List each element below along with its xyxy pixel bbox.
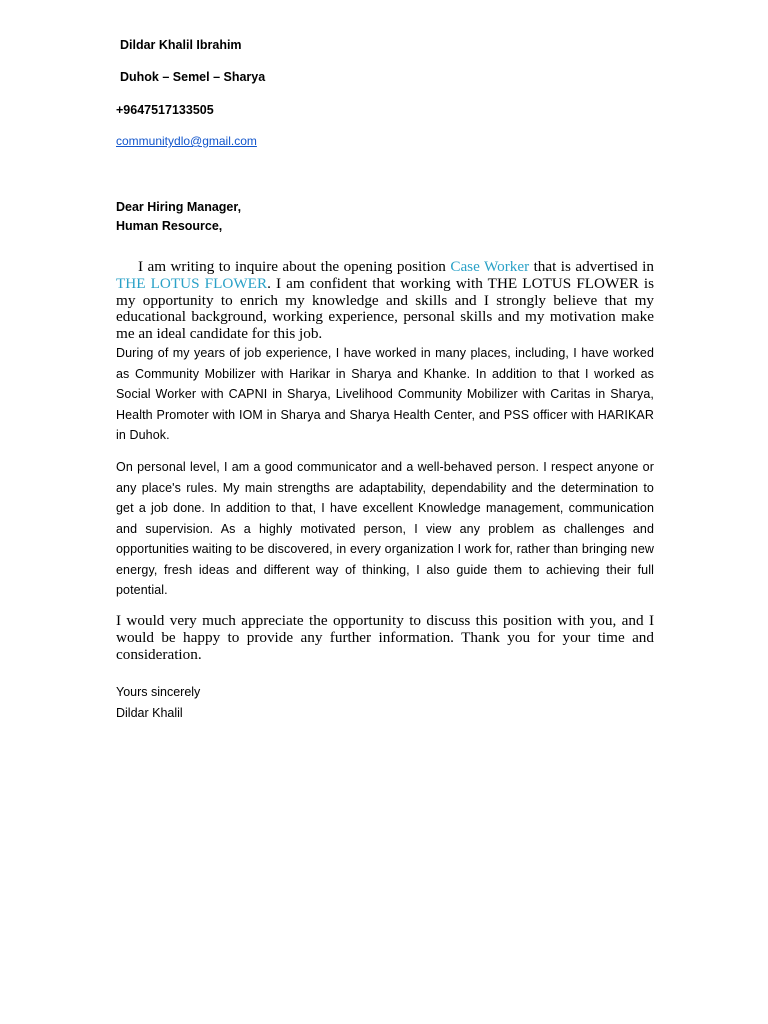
sender-email-link[interactable]: communitydlo@gmail.com bbox=[116, 134, 257, 148]
position-name: Case Worker bbox=[450, 258, 530, 275]
paragraph-intro bbox=[116, 259, 654, 343]
sender-address: Duhok – Semel – Sharya bbox=[120, 70, 266, 84]
salutation-line-2: Human Resource, bbox=[116, 219, 223, 233]
paragraph-closing: I would very much appreciate the opportunity to discuss this position with you, and I would be happy to provide any further information. Thank you for your time and consideration. bbox=[116, 612, 654, 663]
sender-phone: +9647517133505 bbox=[116, 103, 214, 117]
closing-phrase: Yours sincerely bbox=[116, 685, 201, 699]
intro-text-1: I am writing to inquire about the opening position bbox=[138, 258, 451, 275]
sender-name: Dildar Khalil Ibrahim bbox=[120, 38, 242, 52]
company-name: THE LOTUS FLOWER bbox=[116, 274, 268, 292]
intro-text-3: . I am confident that working with THE LOTUS FLOWER is my opportunity to enrich my knowledge and skills and I strongly believe that my educational background, working experience, personal skills and my motivation make me an ideal candidate for this job. bbox=[116, 274, 654, 343]
paragraph-personal: On personal level, I am a good communicator and a well-behaved person. I respect anyone or any place's rules. My main strengths are adaptability, dependability and the determination to get a job done. In addition to that, I have excellent Knowledge management, communication and supervision. As a highly motivated person, I view any problem as challenges and opportunities waiting to be discovered, in every organization I work for, rather than bringing new energy, fresh ideas and different way of thinking, I also guide them to achieving their full potential. bbox=[116, 460, 654, 597]
signature-name: Dildar Khalil bbox=[116, 706, 183, 720]
paragraph-experience: During of my years of job experience, I have worked in many places, including, I have worked as Community Mobilizer with Harikar in Sharya and Khanke. In addition to that I worked as Social Worker with CAPNI in Sharya, Livelihood Community Mobilizer with Caritas in Sharya, Health Promoter with IOM in Sharya and Sharya Health Center, and PSS officer with HARIKAR in Duhok. bbox=[116, 346, 654, 443]
intro-text-2: that is advertised in bbox=[529, 258, 654, 275]
salutation-line-1: Dear Hiring Manager, bbox=[116, 200, 242, 214]
